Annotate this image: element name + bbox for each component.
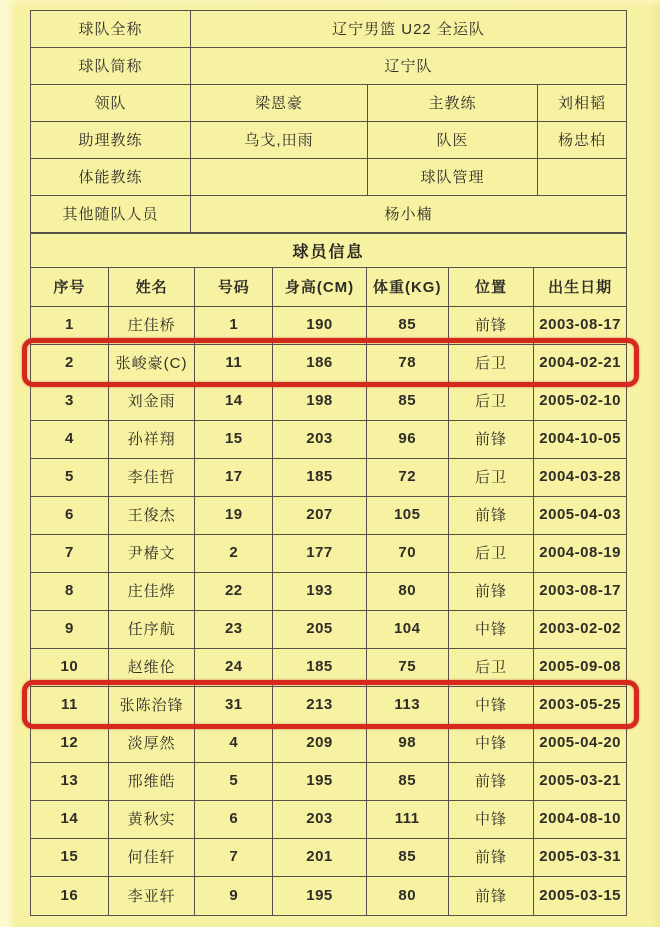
player-cell-number: 1 bbox=[195, 307, 273, 345]
player-cell-dob: 2005-03-31 bbox=[534, 839, 626, 877]
player-cell-number: 4 bbox=[195, 725, 273, 763]
player-cell-position: 中锋 bbox=[449, 801, 535, 839]
player-cell-name: 王俊杰 bbox=[109, 497, 196, 535]
player-cell-height: 198 bbox=[273, 383, 367, 421]
team-doctor-label: 队医 bbox=[368, 122, 538, 159]
team-short-name-value: 辽宁队 bbox=[191, 48, 626, 85]
player-cell-weight: 85 bbox=[367, 383, 449, 421]
player-cell-name: 张陈治锋 bbox=[109, 687, 196, 725]
team-short-name-label: 球队简称 bbox=[31, 48, 191, 85]
player-cell-name: 淡厚然 bbox=[109, 725, 196, 763]
player-cell-weight: 72 bbox=[367, 459, 449, 497]
player-cell-number: 22 bbox=[195, 573, 273, 611]
player-cell-name: 尹椿文 bbox=[109, 535, 196, 573]
player-cell-name: 庄佳烨 bbox=[109, 573, 196, 611]
player-cell-no: 8 bbox=[31, 573, 109, 611]
team-full-name-label: 球队全称 bbox=[31, 11, 191, 48]
player-cell-height: 195 bbox=[273, 763, 367, 801]
player-cell-number: 15 bbox=[195, 421, 273, 459]
player-cell-number: 7 bbox=[195, 839, 273, 877]
player-cell-height: 186 bbox=[273, 345, 367, 383]
player-cell-position: 后卫 bbox=[449, 649, 535, 687]
player-cell-weight: 85 bbox=[367, 839, 449, 877]
player-cell-position: 后卫 bbox=[449, 535, 535, 573]
player-cell-dob: 2004-02-21 bbox=[534, 345, 626, 383]
team-full-name-value: 辽宁男篮 U22 全运队 bbox=[191, 11, 626, 48]
player-cell-number: 5 bbox=[195, 763, 273, 801]
player-cell-name: 赵维伦 bbox=[109, 649, 196, 687]
player-cell-weight: 85 bbox=[367, 307, 449, 345]
player-cell-number: 24 bbox=[195, 649, 273, 687]
player-col-header-4: 体重(KG) bbox=[367, 268, 449, 307]
player-cell-no: 2 bbox=[31, 345, 109, 383]
player-cell-no: 1 bbox=[31, 307, 109, 345]
player-cell-position: 后卫 bbox=[449, 459, 535, 497]
player-table bbox=[30, 267, 627, 916]
player-cell-name: 李佳哲 bbox=[109, 459, 196, 497]
player-cell-no: 16 bbox=[31, 877, 109, 915]
player-cell-no: 14 bbox=[31, 801, 109, 839]
player-col-header-0: 序号 bbox=[31, 268, 109, 307]
other-staff-label: 其他随队人员 bbox=[31, 196, 191, 233]
fitness-coach-label: 体能教练 bbox=[31, 159, 191, 196]
player-cell-number: 31 bbox=[195, 687, 273, 725]
player-cell-dob: 2004-08-19 bbox=[534, 535, 626, 573]
player-cell-number: 11 bbox=[195, 345, 273, 383]
player-cell-name: 庄佳桥 bbox=[109, 307, 196, 345]
player-cell-height: 190 bbox=[273, 307, 367, 345]
player-cell-height: 177 bbox=[273, 535, 367, 573]
player-cell-weight: 105 bbox=[367, 497, 449, 535]
team-leader-label: 领队 bbox=[31, 85, 191, 122]
player-cell-position: 中锋 bbox=[449, 687, 535, 725]
player-cell-dob: 2004-03-28 bbox=[534, 459, 626, 497]
player-col-header-2: 号码 bbox=[195, 268, 273, 307]
player-cell-number: 2 bbox=[195, 535, 273, 573]
player-cell-position: 前锋 bbox=[449, 877, 535, 915]
player-cell-weight: 98 bbox=[367, 725, 449, 763]
player-col-header-1: 姓名 bbox=[109, 268, 196, 307]
player-cell-name: 任序航 bbox=[109, 611, 196, 649]
player-cell-dob: 2005-03-15 bbox=[539, 886, 622, 904]
player-cell-no: 6 bbox=[31, 497, 109, 535]
player-cell-no: 13 bbox=[31, 763, 109, 801]
player-cell-weight: 80 bbox=[367, 877, 449, 915]
player-cell-dob: 2005-02-10 bbox=[534, 383, 626, 421]
player-cell-name: 李亚轩 bbox=[109, 877, 196, 915]
player-cell-position: 前锋 bbox=[449, 839, 535, 877]
player-cell-dob: 2005-09-08 bbox=[534, 649, 626, 687]
player-cell-height: 205 bbox=[273, 611, 367, 649]
player-cell-position: 前锋 bbox=[449, 497, 535, 535]
player-cell-no: 5 bbox=[31, 459, 109, 497]
player-cell-weight: 104 bbox=[367, 611, 449, 649]
player-cell-weight: 70 bbox=[367, 535, 449, 573]
player-cell-dob: 2003-08-17 bbox=[534, 307, 626, 345]
player-cell-no: 4 bbox=[31, 421, 109, 459]
player-cell-name: 黄秋实 bbox=[109, 801, 196, 839]
player-cell-weight: 96 bbox=[367, 421, 449, 459]
player-cell-height: 207 bbox=[273, 497, 367, 535]
player-cell-no: 15 bbox=[31, 839, 109, 877]
player-cell-name: 何佳轩 bbox=[109, 839, 196, 877]
player-cell-number: 23 bbox=[195, 611, 273, 649]
player-cell-height: 185 bbox=[273, 649, 367, 687]
player-cell-weight: 75 bbox=[367, 649, 449, 687]
team-manager-label: 球队管理 bbox=[368, 159, 538, 196]
player-cell-height: 185 bbox=[273, 459, 367, 497]
player-cell-position: 中锋 bbox=[449, 725, 535, 763]
player-cell-no: 11 bbox=[31, 687, 109, 725]
team-info-table bbox=[30, 10, 627, 234]
player-cell-dob: 2005-04-20 bbox=[534, 725, 626, 763]
player-cell-height: 209 bbox=[273, 725, 367, 763]
player-cell-height: 203 bbox=[273, 801, 367, 839]
player-cell-dob: 2005-04-03 bbox=[534, 497, 626, 535]
player-col-header-6: 出生日期 bbox=[534, 268, 626, 307]
player-cell-height: 193 bbox=[273, 573, 367, 611]
player-cell-position: 前锋 bbox=[449, 307, 535, 345]
player-cell-dob: 2003-08-17 bbox=[534, 573, 626, 611]
team-manager-value bbox=[538, 159, 626, 196]
player-col-header-3: 身高(CM) bbox=[273, 268, 367, 307]
player-cell-number: 14 bbox=[195, 383, 273, 421]
player-cell-position: 中锋 bbox=[449, 611, 535, 649]
player-cell-number: 17 bbox=[195, 459, 273, 497]
player-cell-height: 213 bbox=[273, 687, 367, 725]
team-leader-value: 梁恩豪 bbox=[191, 85, 368, 122]
section-title: 球员信息 bbox=[292, 243, 365, 261]
fitness-coach-value bbox=[191, 159, 368, 196]
player-cell-no: 3 bbox=[31, 383, 109, 421]
player-cell-no: 7 bbox=[31, 535, 109, 573]
player-cell-name: 张峻豪(C) bbox=[109, 345, 196, 383]
head-coach-value: 刘相韬 bbox=[538, 85, 626, 122]
player-cell-weight: 111 bbox=[367, 801, 449, 839]
player-cell-dob: 2004-10-05 bbox=[534, 421, 626, 459]
player-cell-weight: 113 bbox=[367, 687, 449, 725]
player-cell-number: 9 bbox=[195, 877, 273, 915]
assistant-coach-value: 乌戈,田雨 bbox=[191, 122, 368, 159]
player-cell-dob: 2005-03-21 bbox=[534, 763, 626, 801]
player-cell-position: 前锋 bbox=[449, 763, 535, 801]
player-col-header-5: 位置 bbox=[449, 268, 535, 307]
head-coach-label: 主教练 bbox=[368, 85, 538, 122]
player-cell-position: 后卫 bbox=[449, 345, 535, 383]
player-cell-position: 后卫 bbox=[449, 383, 535, 421]
player-cell-name: 刘金雨 bbox=[109, 383, 196, 421]
player-cell-height: 203 bbox=[273, 421, 367, 459]
player-cell-weight: 78 bbox=[367, 345, 449, 383]
player-cell-name: 孙祥翔 bbox=[109, 421, 196, 459]
player-cell-number: 6 bbox=[195, 801, 273, 839]
other-staff-value: 杨小楠 bbox=[384, 206, 433, 223]
player-cell-no: 9 bbox=[31, 611, 109, 649]
player-cell-number: 19 bbox=[195, 497, 273, 535]
player-cell-dob: 2004-08-10 bbox=[534, 801, 626, 839]
player-cell-name: 邢维皓 bbox=[109, 763, 196, 801]
player-cell-position: 前锋 bbox=[449, 421, 535, 459]
section-title-bar bbox=[30, 232, 627, 267]
player-cell-height: 201 bbox=[273, 839, 367, 877]
assistant-coach-label: 助理教练 bbox=[31, 122, 191, 159]
player-cell-position: 前锋 bbox=[449, 573, 535, 611]
player-cell-dob: 2003-05-25 bbox=[534, 687, 626, 725]
player-cell-weight: 85 bbox=[367, 763, 449, 801]
team-doctor-value: 杨忠柏 bbox=[538, 122, 626, 159]
player-cell-dob: 2003-02-02 bbox=[534, 611, 626, 649]
player-cell-height: 195 bbox=[273, 877, 367, 915]
player-cell-no: 10 bbox=[31, 649, 109, 687]
player-cell-no: 12 bbox=[31, 725, 109, 763]
player-cell-weight: 80 bbox=[367, 573, 449, 611]
